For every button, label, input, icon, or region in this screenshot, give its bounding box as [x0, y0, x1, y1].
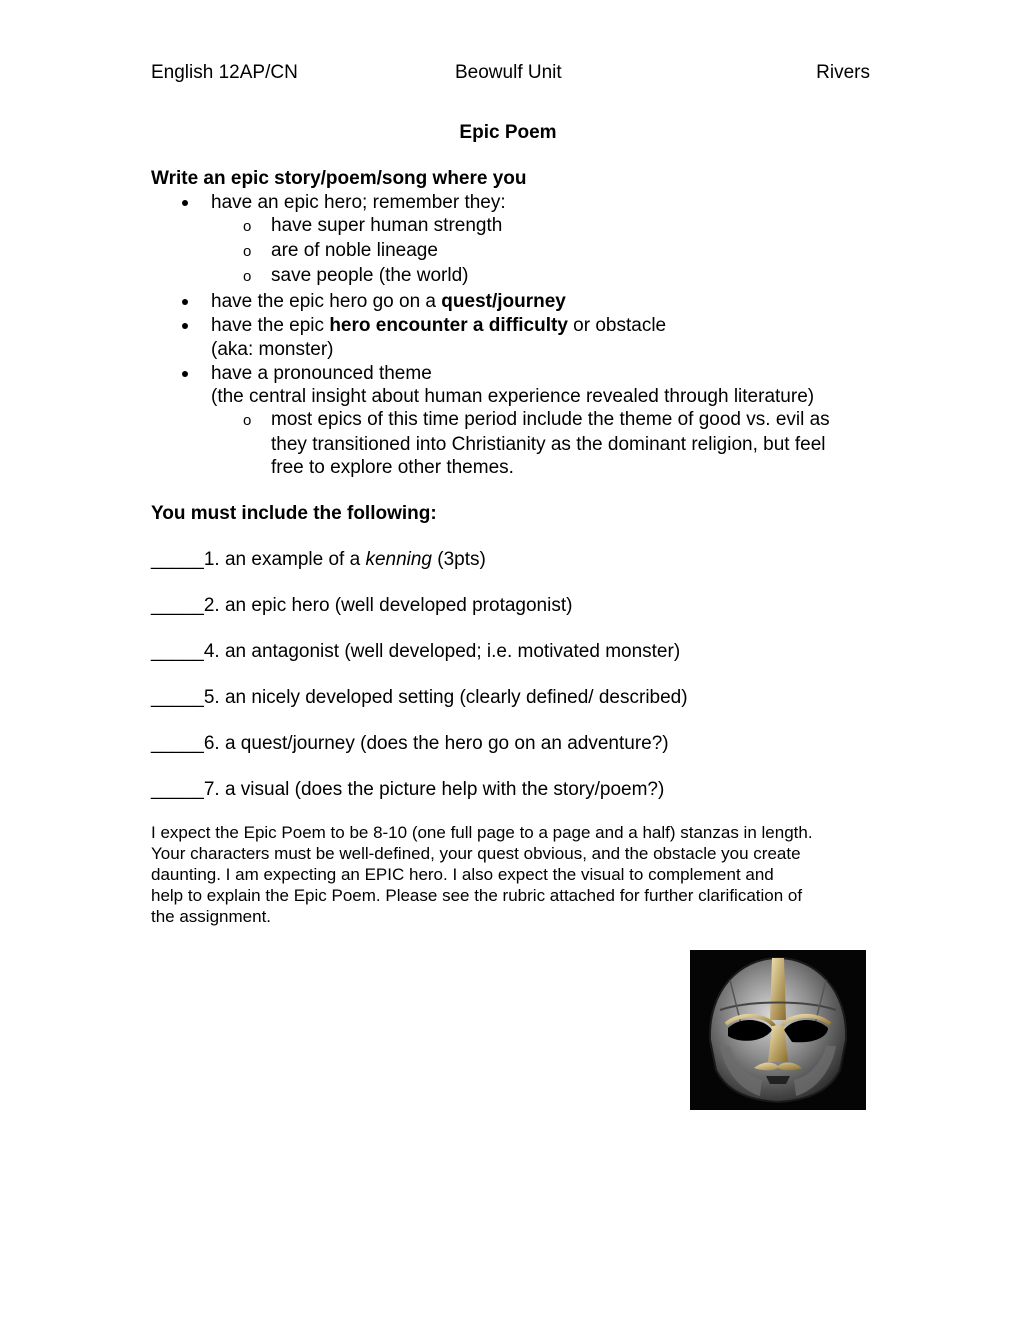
helmet-illustration	[690, 950, 866, 1110]
requirement-quest: _____6. a quest/journey (does the hero go on an adventure?)	[151, 733, 669, 754]
requirement-hero: _____2. an epic hero (well developed protagonist)	[151, 595, 573, 616]
circle-bullet-icon: o	[243, 412, 252, 429]
page-title: Epic Poem	[459, 122, 557, 143]
requirements-heading: You must include the following:	[151, 503, 437, 524]
bullet-difficulty-text: have the epic	[211, 315, 330, 336]
bullet-difficulty-aka: (aka: monster)	[211, 339, 334, 360]
circle-bullet-icon: o	[243, 243, 252, 260]
sub-bullet-strength: have super human strength	[271, 215, 503, 236]
expectations-paragraph	[151, 822, 871, 927]
circle-bullet-icon: o	[243, 268, 252, 285]
circle-bullet-icon: o	[243, 218, 252, 235]
requirement-antagonist: _____4. an antagonist (well developed; i.e. motivated monster)	[151, 641, 681, 662]
theme-note-line: free to explore other themes.	[271, 457, 514, 478]
paragraph-line: help to explain the Epic Poem. Please see the rubric attached for further clarification of	[151, 886, 803, 905]
requirement-visual: _____7. a visual (does the picture help with the story/poem?)	[151, 779, 665, 800]
bullet-difficulty	[211, 314, 666, 338]
bullet-quest	[211, 290, 566, 314]
intro-heading: Write an epic story/poem/song where you	[151, 168, 527, 189]
bullet-theme-definition: (the central insight about human experience revealed through literature)	[211, 386, 815, 407]
requirement-kenning-text: _____1. an example of a	[151, 549, 366, 570]
bullet-quest-bold: quest/journey	[441, 291, 566, 312]
bullet-difficulty-post: or obstacle	[567, 315, 667, 336]
paragraph-line: the assignment.	[151, 907, 272, 926]
sub-bullet-lineage: are of noble lineage	[271, 240, 438, 261]
requirement-setting: _____5. an nicely developed setting (clearly defined/ described)	[151, 687, 688, 708]
header-unit: Beowulf Unit	[455, 62, 562, 83]
requirement-kenning	[151, 548, 486, 572]
theme-note-line: most epics of this time period include the theme of good vs. evil as	[271, 409, 830, 430]
paragraph-line: daunting. I am expecting an EPIC hero. I also expect the visual to complement and	[151, 865, 774, 884]
paragraph-line: Your characters must be well-defined, your quest obvious, and the obstacle you create	[151, 844, 801, 863]
bullet-quest-text: have the epic hero go on a	[211, 291, 442, 312]
theme-note-line: they transitioned into Christianity as the dominant religion, but feel	[271, 434, 826, 455]
bullet-dot	[182, 200, 188, 206]
bullet-epic-hero: have an epic hero; remember they:	[211, 192, 506, 213]
sub-bullet-save: save people (the world)	[271, 265, 469, 286]
helmet-image	[690, 950, 866, 1110]
bullet-dot	[182, 371, 188, 377]
bullet-difficulty-bold: hero encounter a difficulty	[329, 315, 568, 336]
paragraph-line: I expect the Epic Poem to be 8-10 (one full page to a page and a half) stanzas in length.	[151, 823, 813, 842]
header-course: English 12AP/CN	[151, 62, 298, 83]
bullet-theme: have a pronounced theme	[211, 363, 432, 384]
header-teacher: Rivers	[816, 62, 870, 83]
bullet-dot	[182, 299, 188, 305]
bullet-dot	[182, 323, 188, 329]
requirement-kenning-points: (3pts)	[432, 549, 486, 570]
requirement-kenning-term: kenning	[365, 549, 432, 570]
